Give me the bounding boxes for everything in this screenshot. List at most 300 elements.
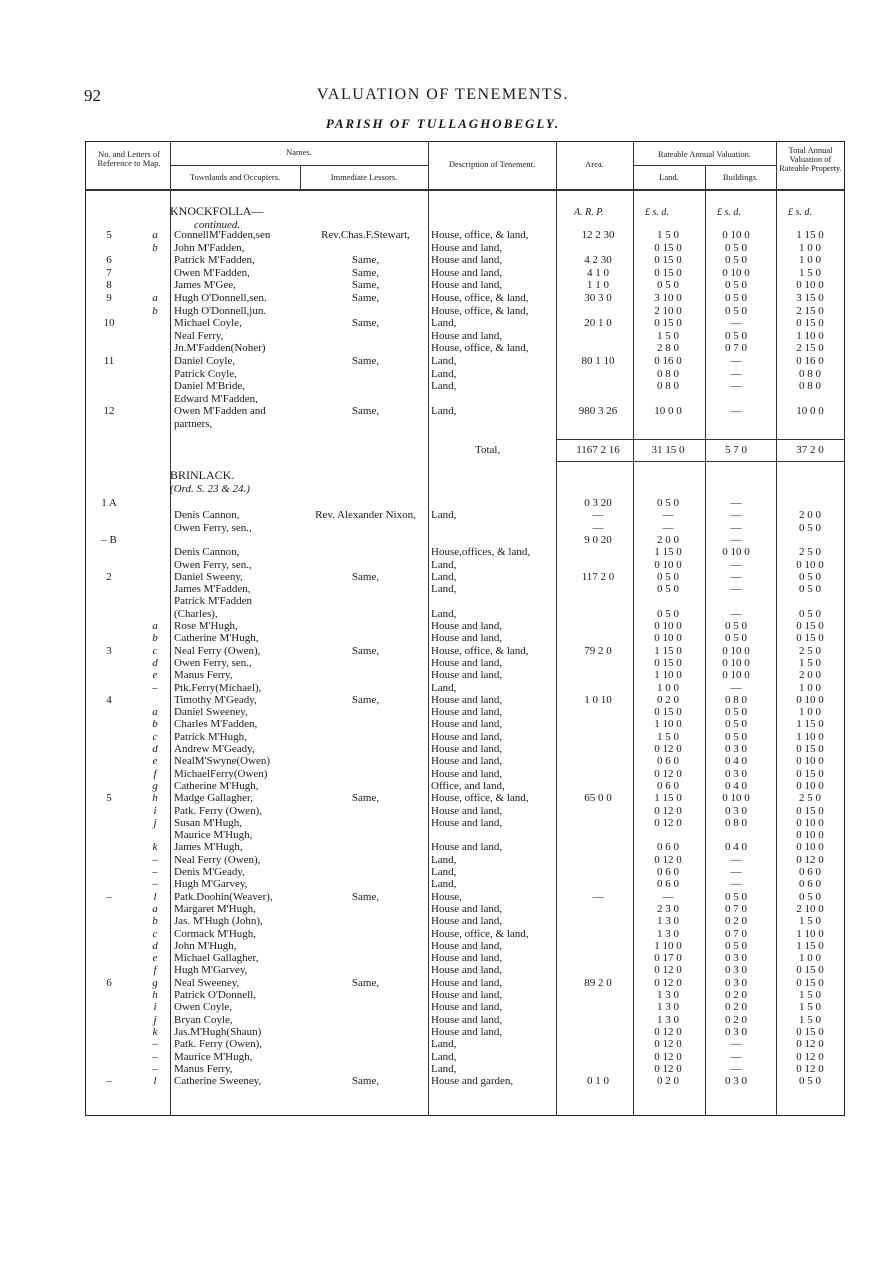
description: House and land, [431, 718, 503, 731]
occupier: Neal Ferry (Owen), [174, 644, 261, 657]
land-value: 1 3 0 [657, 927, 679, 940]
total-value: 2 15 0 [796, 342, 824, 355]
table-row [85, 559, 845, 571]
table-row [85, 817, 845, 829]
land-value: 0 5 0 [657, 583, 679, 596]
description: House,offices, & land, [431, 546, 531, 559]
occupier: Hugh O'Donnell,sen. [174, 292, 267, 304]
total-value: 1 5 0 [799, 915, 821, 928]
map-letter: d [152, 743, 158, 755]
occupier: Manus Ferry, [174, 1062, 233, 1075]
land-value: 0 6 0 [657, 866, 679, 878]
land-value: 1 5 0 [657, 329, 679, 342]
total-value: 0 8 0 [799, 367, 821, 380]
description: Land, [431, 355, 457, 367]
buildings-value: 0 5 0 [725, 890, 747, 903]
total-value: 0 10 0 [796, 829, 824, 842]
total-value: 0 15 0 [796, 632, 824, 645]
occupier: Daniel Sweeny, [174, 570, 243, 583]
total-row [85, 444, 845, 456]
map-ref: 4 [106, 693, 112, 706]
occupier: Timothy M'Geady, [174, 693, 257, 706]
unit-buildings: £ s. d. [717, 207, 741, 218]
land-value: 0 6 0 [657, 779, 679, 792]
total-value: 1 0 0 [799, 706, 821, 719]
table-row [85, 330, 845, 342]
description: House and land, [431, 989, 503, 1001]
occupier: Maurice M'Hugh, [174, 829, 253, 842]
total-value: 0 8 0 [799, 380, 821, 393]
table-row [85, 254, 845, 266]
total-value: 0 10 0 [796, 693, 824, 706]
land-value: 0 5 0 [657, 497, 679, 509]
total-value: 0 12 0 [796, 1050, 824, 1063]
occupier: Neal Ferry, [174, 329, 224, 342]
occupier: Daniel M'Bride, [174, 380, 246, 393]
buildings-value: — [730, 317, 742, 330]
map-letter: g [152, 779, 158, 792]
header-names: Names. [286, 147, 312, 157]
area: 12 2 30 [581, 229, 615, 241]
description: House, office, & land, [431, 292, 529, 304]
lessor: Same, [351, 1075, 380, 1088]
townland-sub: (Ord. S. 23 & 24.) [170, 483, 250, 495]
header-description: Description of Tenement. [448, 159, 536, 169]
header-total: Total Annual Valuation of Rateable Property. [779, 145, 842, 173]
occupier: Owen Ferry, sen., [174, 521, 252, 534]
buildings-value: 0 3 0 [725, 743, 747, 755]
header-ref: No. and Letters of Reference to Map. [97, 149, 161, 168]
description: House and land, [431, 706, 503, 719]
table-row [85, 645, 845, 657]
land-value: 10 0 0 [654, 405, 682, 418]
buildings-value: 0 10 0 [722, 656, 750, 669]
table-row [85, 267, 845, 279]
area: — [592, 521, 604, 534]
table-row [85, 669, 845, 681]
table-row [85, 405, 845, 417]
occupier: Daniel Sweeney, [174, 706, 248, 719]
buildings-value: — [730, 607, 742, 620]
table-row [85, 731, 845, 743]
description: House and land, [431, 841, 503, 854]
description: House, office, & land, [431, 792, 529, 805]
buildings-value: 0 4 0 [725, 841, 747, 854]
occupier: Denis Cannon, [174, 509, 240, 522]
map-ref: 7 [106, 266, 112, 279]
table-row [85, 583, 845, 595]
map-letter: b [152, 632, 158, 645]
buildings-value: 0 5 0 [725, 292, 747, 304]
lessor: Same, [351, 792, 380, 805]
townland-heading [170, 468, 250, 495]
land-value: 1 15 0 [654, 792, 682, 805]
description: House and land, [431, 254, 503, 267]
table-row [85, 952, 845, 964]
land-value: 0 6 0 [657, 755, 679, 768]
buildings-value: 0 5 0 [725, 329, 747, 342]
buildings-value: — [730, 355, 742, 367]
buildings-value: — [730, 681, 742, 694]
area: 80 1 10 [581, 355, 615, 367]
land-value: 1 10 0 [654, 669, 682, 682]
total-value: 2 5 0 [799, 792, 821, 805]
buildings-value: — [730, 1038, 742, 1051]
area: 30 3 0 [584, 292, 612, 304]
map-letter: a [152, 292, 158, 304]
table-row [85, 866, 845, 878]
buildings-value: 0 7 0 [725, 902, 747, 915]
land-value: 1 3 0 [657, 989, 679, 1001]
buildings-value: 0 4 0 [725, 779, 747, 792]
total-value: 2 0 0 [799, 669, 821, 682]
area: — [592, 890, 604, 903]
occupier: Patrick M'Fadden, [174, 254, 255, 267]
land-value: 0 12 0 [654, 743, 682, 755]
table-row [85, 706, 845, 718]
total-value: 1 0 0 [799, 254, 821, 267]
total-value: 0 5 0 [799, 521, 821, 534]
map-ref: 1 A [101, 497, 117, 509]
table-row [85, 854, 845, 866]
total-value: 0 10 0 [796, 816, 824, 829]
area: 9 0 20 [584, 533, 612, 546]
buildings-value: 0 3 0 [725, 767, 747, 780]
map-letter: e [152, 952, 158, 965]
buildings-value: — [730, 367, 742, 380]
description: Office, and land, [431, 779, 505, 792]
table-row [85, 1014, 845, 1026]
buildings-value: 0 10 0 [722, 644, 750, 657]
occupier: James M'Hugh, [174, 841, 243, 854]
table-row [85, 632, 845, 644]
occupier: Margaret M'Hugh, [174, 902, 256, 915]
buildings-value: 0 5 0 [725, 304, 747, 317]
table-row [85, 546, 845, 558]
description: House and land, [431, 730, 503, 743]
map-letter: k [152, 1025, 158, 1038]
table-row [85, 608, 845, 620]
occupier: Catherine M'Hugh, [174, 632, 259, 645]
land-value: 0 17 0 [654, 952, 682, 965]
buildings-value: 0 10 0 [722, 669, 750, 682]
unit-area: A. R. P. [574, 207, 604, 218]
map-letter: – [152, 1050, 158, 1063]
total-value: 0 15 0 [796, 620, 824, 632]
land-value: 0 5 0 [657, 570, 679, 583]
table-row [85, 718, 845, 730]
occupier: Neal Sweeney, [174, 976, 240, 989]
land-value: 0 6 0 [657, 878, 679, 891]
occupier: Patrick Coyle, [174, 367, 237, 380]
table-row [85, 903, 845, 915]
description: House and land, [431, 693, 503, 706]
table-row [85, 305, 845, 317]
description: Land, [431, 367, 457, 380]
table-row [85, 768, 845, 780]
land-value: 0 12 0 [654, 1025, 682, 1038]
table-row [85, 317, 845, 329]
header-townlands: Townlands and Occupiers. [189, 172, 281, 182]
buildings-value: 0 3 0 [725, 804, 747, 817]
total-value: 1 0 0 [799, 952, 821, 965]
land-value: 0 6 0 [657, 841, 679, 854]
occupier: ConnellM'Fadden,sen [174, 229, 271, 241]
buildings-value: — [730, 583, 742, 596]
area: 0 3 20 [584, 497, 612, 509]
land-value: 0 12 0 [654, 976, 682, 989]
buildings-value: 0 3 0 [725, 1025, 747, 1038]
map-letter: a [152, 620, 158, 632]
total-value: 1 5 0 [799, 989, 821, 1001]
buildings-value: 0 2 0 [725, 915, 747, 928]
total-value: 0 6 0 [799, 866, 821, 878]
header-land: Land. [659, 172, 679, 182]
occupier: Denis M'Geady, [174, 866, 245, 878]
buildings-value: 0 3 0 [725, 1075, 747, 1088]
description: House and land, [431, 816, 503, 829]
parish-title: PARISH OF TULLAGHOBEGLY. [325, 116, 561, 131]
buildings-value: — [730, 866, 742, 878]
occupier: Hugh M'Garvey, [174, 964, 248, 977]
lessor: Same, [351, 266, 380, 279]
buildings-value: 0 10 0 [722, 229, 750, 241]
map-letter: c [152, 644, 158, 657]
table-row [85, 1038, 845, 1050]
area: 4 1 0 [587, 266, 609, 279]
total-value: 0 5 0 [799, 583, 821, 596]
lessor: Rev.Chas.F.Stewart, [321, 229, 410, 241]
buildings-value: — [730, 497, 742, 509]
area: 89 2 0 [584, 976, 612, 989]
total-value: 1 15 0 [796, 718, 824, 731]
buildings-value: 0 5 0 [725, 279, 747, 292]
map-ref: 3 [106, 644, 112, 657]
land-value: 0 12 0 [654, 767, 682, 780]
description: House and land, [431, 632, 503, 645]
land-value: 1 5 0 [657, 229, 679, 241]
land-value: — [662, 521, 674, 534]
total-value: 0 15 0 [796, 804, 824, 817]
buildings-value: 0 7 0 [725, 927, 747, 940]
buildings-value: — [730, 853, 742, 866]
table-row [85, 229, 845, 241]
lessor: Same, [351, 644, 380, 657]
land-value: — [662, 890, 674, 903]
lessor: Rev. Alexander Nixon, [315, 509, 416, 522]
lessor: Same, [351, 890, 380, 903]
occupier: Owen Coyle, [174, 1001, 233, 1014]
table-row [85, 418, 845, 430]
table-row [85, 940, 845, 952]
map-letter: l [153, 1075, 157, 1088]
townland-name: KNOCKFOLLA— [170, 204, 264, 218]
total-value: 0 15 0 [796, 317, 824, 330]
map-letter: e [152, 669, 158, 682]
land-value: 0 5 0 [657, 607, 679, 620]
total-value: 0 15 0 [796, 964, 824, 977]
description: Land, [431, 570, 457, 583]
table-row [85, 522, 845, 534]
buildings-value: 0 10 0 [722, 266, 750, 279]
map-letter: – [152, 1038, 158, 1051]
total-value: 1 15 0 [796, 939, 824, 952]
table-row [85, 682, 845, 694]
table-row [85, 1001, 845, 1013]
land-value: 0 16 0 [654, 355, 682, 367]
buildings-value: 0 2 0 [725, 989, 747, 1001]
total-value: 3 15 0 [796, 292, 824, 304]
map-letter: – [152, 866, 158, 878]
map-letter: k [152, 841, 158, 854]
description: House and land, [431, 620, 503, 632]
map-letter: i [153, 804, 157, 817]
total-value: 1 5 0 [799, 1013, 821, 1026]
land-value: 0 15 0 [654, 266, 682, 279]
buildings-value: — [730, 521, 742, 534]
map-letter: a [152, 706, 158, 719]
buildings-value: 0 3 0 [725, 964, 747, 977]
map-letter: a [152, 229, 158, 241]
occupier: Ptk.Ferry(Michael), [174, 681, 262, 694]
map-ref: 9 [106, 292, 112, 304]
buildings-value: 0 2 0 [725, 1013, 747, 1026]
land-value: 1 3 0 [657, 1013, 679, 1026]
buildings-value: — [730, 405, 742, 418]
total-value: 0 5 0 [799, 570, 821, 583]
land-value: 0 12 0 [654, 816, 682, 829]
buildings-value: 0 10 0 [722, 546, 750, 559]
map-letter: e [152, 755, 158, 768]
buildings-value: — [730, 570, 742, 583]
buildings-value: — [730, 509, 742, 522]
occupier: Patrick M'Fadden [174, 595, 253, 608]
description: Land, [431, 866, 457, 878]
description: Land, [431, 1050, 457, 1063]
description: Land, [431, 681, 457, 694]
map-letter: c [152, 927, 158, 940]
total-buildings: 5 7 0 [725, 444, 747, 456]
total-value: 0 12 0 [796, 1062, 824, 1075]
map-letter: f [153, 964, 157, 977]
table-row [85, 1026, 845, 1038]
description: Land, [431, 853, 457, 866]
occupier: Andrew M'Geady, [174, 743, 255, 755]
occupier: Owen M'Fadden and [174, 405, 266, 418]
total-value: 1 0 0 [799, 681, 821, 694]
header-area: Area. [585, 159, 604, 169]
header-rule [633, 165, 776, 166]
table-row [85, 571, 845, 583]
occupier: (Charles), [174, 607, 218, 620]
lessor: Same, [351, 279, 380, 292]
occupier: Charles M'Fadden, [174, 718, 258, 731]
total-value: 1 10 0 [796, 730, 824, 743]
occupier: Bryan Coyle, [174, 1013, 233, 1026]
occupier: Patrick M'Hugh, [174, 730, 247, 743]
map-ref: 12 [103, 405, 115, 418]
map-letter: l [153, 890, 157, 903]
total-value: 0 15 0 [796, 767, 824, 780]
table-row [85, 595, 845, 607]
occupier: John M'Hugh, [174, 939, 237, 952]
total-rule [556, 461, 845, 462]
occupier: Cormack M'Hugh, [174, 927, 257, 940]
land-value: 1 10 0 [654, 939, 682, 952]
map-ref: 6 [106, 254, 112, 267]
table-row [85, 780, 845, 792]
buildings-value: 0 4 0 [725, 755, 747, 768]
occupier: Maurice M'Hugh, [174, 1050, 253, 1063]
description: House and garden, [431, 1075, 514, 1088]
map-letter: b [152, 304, 158, 317]
total-label: Total, [475, 444, 501, 456]
total-value: 0 12 0 [796, 1038, 824, 1051]
total-rule [556, 439, 845, 440]
description: House and land, [431, 952, 503, 965]
map-ref: – [106, 890, 112, 903]
land-value: 1 15 0 [654, 644, 682, 657]
description: Land, [431, 878, 457, 891]
total-value: 0 10 0 [796, 755, 824, 768]
map-letter: – [152, 853, 158, 866]
total-value: 0 10 0 [796, 558, 824, 571]
description: House, office, & land, [431, 927, 529, 940]
buildings-value: 0 5 0 [725, 706, 747, 719]
lessor: Same, [351, 254, 380, 267]
total-value: 1 10 0 [796, 927, 824, 940]
occupier: Susan M'Hugh, [174, 816, 242, 829]
map-letter: c [152, 730, 158, 743]
total-value: 0 10 0 [796, 779, 824, 792]
table-row [85, 380, 845, 392]
description: House and land, [431, 902, 503, 915]
land-value: 0 12 0 [654, 1062, 682, 1075]
total-value: 1 5 0 [799, 656, 821, 669]
description: House and land, [431, 767, 503, 780]
occupier: Catherine Sweeney, [174, 1075, 262, 1088]
description: House, office, & land, [431, 342, 529, 355]
total-value: 2 10 0 [796, 902, 824, 915]
map-letter: f [153, 767, 157, 780]
map-ref: – B [101, 533, 117, 546]
description: Land, [431, 509, 457, 522]
occupier: Edward M'Fadden, [174, 392, 258, 405]
buildings-value: 0 5 0 [725, 241, 747, 254]
map-ref: 5 [106, 792, 112, 805]
description: House and land, [431, 939, 503, 952]
land-value: 2 8 0 [657, 342, 679, 355]
land-value: 0 10 0 [654, 558, 682, 571]
occupier: Patrick O'Donnell, [174, 989, 257, 1001]
table-row [85, 279, 845, 291]
table-row [85, 509, 845, 521]
land-value: 0 12 0 [654, 964, 682, 977]
occupier: Patk. Ferry (Owen), [174, 804, 262, 817]
occupier: Jas.M'Hugh(Shaun) [174, 1025, 262, 1038]
area: 117 2 0 [581, 570, 615, 583]
description: House and land, [431, 743, 503, 755]
land-value: 0 15 0 [654, 241, 682, 254]
unit-total: £ s. d. [788, 207, 812, 218]
map-letter: g [152, 976, 158, 989]
lessor: Same, [351, 292, 380, 304]
map-letter: b [152, 241, 158, 254]
lessor: Same, [351, 355, 380, 367]
total-value: 1 5 0 [799, 266, 821, 279]
occupier: NealM'Swyne(Owen) [174, 755, 271, 768]
header-lessors: Immediate Lessors. [330, 172, 398, 182]
